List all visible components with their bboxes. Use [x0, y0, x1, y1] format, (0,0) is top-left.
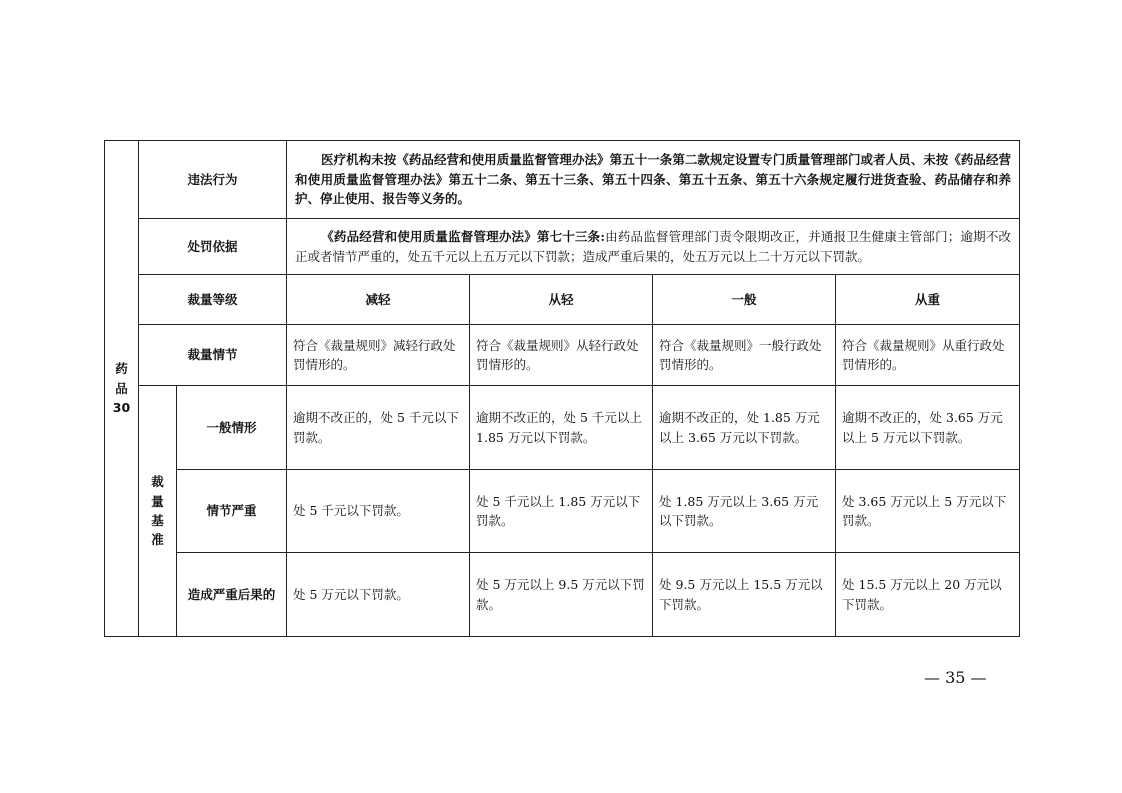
standard-cell: 处 1.85 万元以上 3.65 万元以下罚款。	[653, 470, 836, 553]
discretion-circumstance-label: 裁量情节	[139, 325, 287, 386]
standard-cell: 处 15.5 万元以上 20 万元以下罚款。	[836, 553, 1020, 637]
standard-cell: 处 5 万元以上 9.5 万元以下罚款。	[470, 553, 653, 637]
circumstance-cell: 符合《裁量规则》一般行政处罚情形的。	[653, 325, 836, 386]
level-heavier: 从重	[836, 275, 1020, 325]
violation-description: 医疗机构未按《药品经营和使用质量监督管理办法》第五十一条第二款规定设置专门质量管理部门或者人员、未按《药品经营和使用质量监督管理办法》第五十二条、第五十三条、第五十四条、第五十五条、第五十六条规定履行进货查验、药品储存和养护、停止使用、报告等义务的。	[295, 152, 1012, 207]
circumstance-cell: 符合《裁量规则》减轻行政处罚情形的。	[287, 325, 470, 386]
standard-serious-label: 情节严重	[177, 470, 287, 553]
level-lighter: 从轻	[470, 275, 653, 325]
basis-char: 裁	[151, 474, 164, 490]
standard-cell: 逾期不改正的，处 1.85 万元以上 3.65 万元以下罚款。	[653, 386, 836, 470]
violation-label: 违法行为	[139, 141, 287, 219]
standard-cell: 处 5 千元以下罚款。	[287, 470, 470, 553]
penalty-article: 《药品经营和使用质量监督管理办法》第七十三条:	[321, 229, 605, 245]
standard-cell: 逾期不改正的，处 3.65 万元以上 5 万元以下罚款。	[836, 386, 1020, 470]
discretion-standard-table	[104, 140, 1020, 637]
standard-cell: 处 5 万元以下罚款。	[287, 553, 470, 637]
basis-char: 基	[151, 513, 164, 528]
standard-severe-consequence-label: 造成严重后果的	[177, 553, 287, 637]
standard-cell: 处 5 千元以上 1.85 万元以下罚款。	[470, 470, 653, 553]
discretion-level-label: 裁量等级	[139, 275, 287, 325]
circumstance-cell: 符合《裁量规则》从轻行政处罚情形的。	[470, 325, 653, 386]
category-char: 品	[115, 380, 128, 396]
violation-text	[287, 141, 1020, 219]
circumstance-cell: 符合《裁量规则》从重行政处罚情形的。	[836, 325, 1020, 386]
discretion-basis-label	[139, 386, 177, 637]
penalty-basis-description: 由药品监督管理部门责令限期改正，并通报卫生健康主管部门；逾期不改正或者情节严重的，处五千元以上五万元以下罚款；造成严重后果的，处五万元以上二十万元以下罚款。	[295, 229, 1012, 264]
category-char: 药	[115, 361, 128, 377]
category-number: 30	[112, 400, 131, 416]
basis-char: 量	[151, 493, 164, 509]
standard-cell: 处 3.65 万元以上 5 万元以下罚款。	[836, 470, 1020, 553]
standard-cell: 逾期不改正的，处 5 千元以上 1.85 万元以下罚款。	[470, 386, 653, 470]
page-number: — 35 —	[924, 668, 987, 687]
level-general: 一般	[653, 275, 836, 325]
standard-cell: 处 9.5 万元以上 15.5 万元以下罚款。	[653, 553, 836, 637]
category-label	[105, 141, 139, 637]
standard-cell: 逾期不改正的，处 5 千元以下罚款。	[287, 386, 470, 470]
basis-char: 准	[151, 532, 164, 548]
penalty-basis-label: 处罚依据	[139, 219, 287, 275]
standard-general-label: 一般情形	[177, 386, 287, 470]
penalty-basis-text	[287, 219, 1020, 275]
level-mitigated: 减轻	[287, 275, 470, 325]
